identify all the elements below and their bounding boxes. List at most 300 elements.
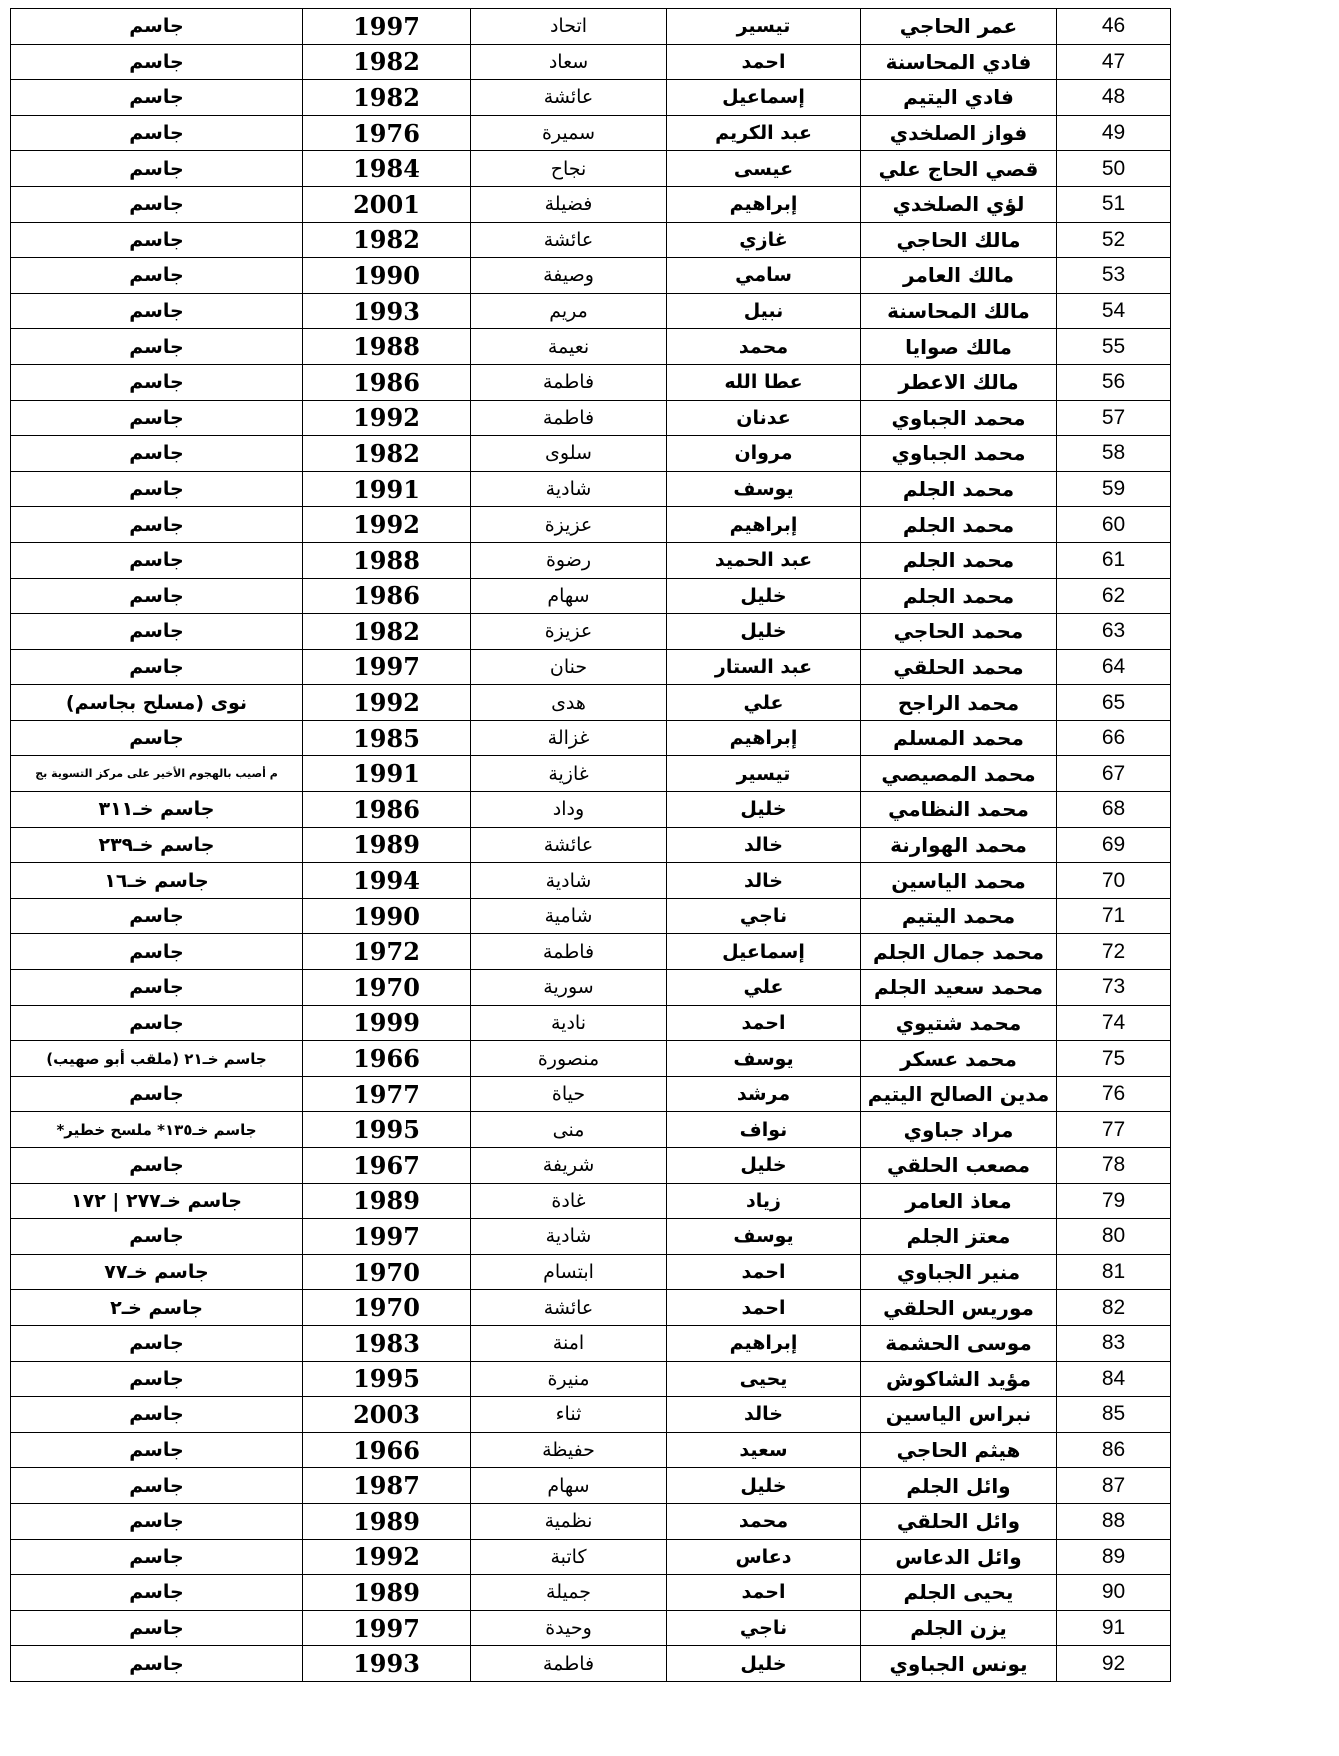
location-note-cell: جاسم bbox=[11, 720, 303, 756]
location-note-cell: جاسم bbox=[11, 934, 303, 970]
full-name-cell: مصعب الحلقي bbox=[861, 1148, 1057, 1184]
location-note-cell: جاسم خـ٧٧ bbox=[11, 1254, 303, 1290]
table-row bbox=[11, 1468, 1171, 1504]
table-row bbox=[11, 258, 1171, 294]
mother-name-cell: ابتسام bbox=[471, 1254, 667, 1290]
full-name-cell: فواز الصلخدي bbox=[861, 115, 1057, 151]
father-name-cell: إبراهيم bbox=[667, 186, 861, 222]
row-number-cell: 69 bbox=[1057, 827, 1171, 863]
row-number-cell: 55 bbox=[1057, 329, 1171, 365]
mother-name-cell: عزيزة bbox=[471, 614, 667, 650]
table-row bbox=[11, 1112, 1171, 1148]
father-name-cell: مرشد bbox=[667, 1076, 861, 1112]
father-name-cell: نواف bbox=[667, 1112, 861, 1148]
row-number-cell: 83 bbox=[1057, 1325, 1171, 1361]
birth-year-cell: 1993 bbox=[303, 1646, 471, 1682]
father-name-cell: محمد bbox=[667, 329, 861, 365]
father-name-cell: إسماعيل bbox=[667, 80, 861, 116]
birth-year-cell: 1982 bbox=[303, 614, 471, 650]
table-row bbox=[11, 151, 1171, 187]
records-table bbox=[10, 8, 1171, 1682]
full-name-cell: معاذ العامر bbox=[861, 1183, 1057, 1219]
full-name-cell: مالك صوايا bbox=[861, 329, 1057, 365]
location-note-cell: جاسم bbox=[11, 1575, 303, 1611]
location-note-cell: جاسم bbox=[11, 9, 303, 45]
location-note-cell: جاسم bbox=[11, 471, 303, 507]
mother-name-cell: عزيزة bbox=[471, 507, 667, 543]
location-note-cell: جاسم bbox=[11, 364, 303, 400]
birth-year-cell: 1997 bbox=[303, 1610, 471, 1646]
mother-name-cell: شادية bbox=[471, 863, 667, 899]
table-row bbox=[11, 1183, 1171, 1219]
father-name-cell: خليل bbox=[667, 1468, 861, 1504]
full-name-cell: فادي المحاسنة bbox=[861, 44, 1057, 80]
full-name-cell: محمد الجلم bbox=[861, 578, 1057, 614]
father-name-cell: علي bbox=[667, 685, 861, 721]
row-number-cell: 78 bbox=[1057, 1148, 1171, 1184]
table-row bbox=[11, 115, 1171, 151]
full-name-cell: محمد عسكر bbox=[861, 1041, 1057, 1077]
birth-year-cell: 1995 bbox=[303, 1361, 471, 1397]
table-row bbox=[11, 364, 1171, 400]
full-name-cell: معتز الجلم bbox=[861, 1219, 1057, 1255]
birth-year-cell: 1991 bbox=[303, 471, 471, 507]
mother-name-cell: اتحاد bbox=[471, 9, 667, 45]
full-name-cell: لؤي الصلخدي bbox=[861, 186, 1057, 222]
location-note-cell: جاسم bbox=[11, 1503, 303, 1539]
mother-name-cell: نادية bbox=[471, 1005, 667, 1041]
father-name-cell: إسماعيل bbox=[667, 934, 861, 970]
full-name-cell: محمد جمال الجلم bbox=[861, 934, 1057, 970]
full-name-cell: مالك المحاسنة bbox=[861, 293, 1057, 329]
birth-year-cell: 1992 bbox=[303, 507, 471, 543]
birth-year-cell: 1993 bbox=[303, 293, 471, 329]
location-note-cell: جاسم bbox=[11, 1076, 303, 1112]
table-row bbox=[11, 1539, 1171, 1575]
table-row bbox=[11, 863, 1171, 899]
father-name-cell: خليل bbox=[667, 578, 861, 614]
row-number-cell: 46 bbox=[1057, 9, 1171, 45]
birth-year-cell: 1970 bbox=[303, 1290, 471, 1326]
mother-name-cell: نجاح bbox=[471, 151, 667, 187]
row-number-cell: 88 bbox=[1057, 1503, 1171, 1539]
location-note-cell: جاسم bbox=[11, 151, 303, 187]
birth-year-cell: 1986 bbox=[303, 364, 471, 400]
table-row bbox=[11, 1254, 1171, 1290]
location-note-cell: جاسم bbox=[11, 1361, 303, 1397]
birth-year-cell: 1992 bbox=[303, 1539, 471, 1575]
full-name-cell: مؤيد الشاكوش bbox=[861, 1361, 1057, 1397]
table-row bbox=[11, 898, 1171, 934]
table-row bbox=[11, 1076, 1171, 1112]
row-number-cell: 53 bbox=[1057, 258, 1171, 294]
table-row bbox=[11, 80, 1171, 116]
father-name-cell: خليل bbox=[667, 792, 861, 828]
full-name-cell: محمد الحاجي bbox=[861, 614, 1057, 650]
father-name-cell: عدنان bbox=[667, 400, 861, 436]
location-note-cell: جاسم bbox=[11, 649, 303, 685]
father-name-cell: احمد bbox=[667, 1575, 861, 1611]
table-row bbox=[11, 1041, 1171, 1077]
birth-year-cell: 1982 bbox=[303, 222, 471, 258]
table-row bbox=[11, 1325, 1171, 1361]
row-number-cell: 52 bbox=[1057, 222, 1171, 258]
row-number-cell: 80 bbox=[1057, 1219, 1171, 1255]
table-row bbox=[11, 756, 1171, 792]
location-note-cell: جاسم خـ٢٧٧ | ١٧٢ bbox=[11, 1183, 303, 1219]
birth-year-cell: 1982 bbox=[303, 80, 471, 116]
full-name-cell: محمد الجلم bbox=[861, 542, 1057, 578]
table-row bbox=[11, 471, 1171, 507]
row-number-cell: 76 bbox=[1057, 1076, 1171, 1112]
mother-name-cell: حنان bbox=[471, 649, 667, 685]
location-note-cell: جاسم bbox=[11, 578, 303, 614]
table-row bbox=[11, 792, 1171, 828]
full-name-cell: منير الجباوي bbox=[861, 1254, 1057, 1290]
table-row bbox=[11, 1575, 1171, 1611]
father-name-cell: احمد bbox=[667, 1254, 861, 1290]
row-number-cell: 59 bbox=[1057, 471, 1171, 507]
birth-year-cell: 1991 bbox=[303, 756, 471, 792]
row-number-cell: 60 bbox=[1057, 507, 1171, 543]
full-name-cell: موريس الحلقي bbox=[861, 1290, 1057, 1326]
row-number-cell: 51 bbox=[1057, 186, 1171, 222]
row-number-cell: 79 bbox=[1057, 1183, 1171, 1219]
table-row bbox=[11, 436, 1171, 472]
location-note-cell: جاسم bbox=[11, 222, 303, 258]
father-name-cell: عيسى bbox=[667, 151, 861, 187]
table-row bbox=[11, 720, 1171, 756]
birth-year-cell: 1989 bbox=[303, 1183, 471, 1219]
row-number-cell: 74 bbox=[1057, 1005, 1171, 1041]
row-number-cell: 67 bbox=[1057, 756, 1171, 792]
table-row bbox=[11, 1290, 1171, 1326]
father-name-cell: يوسف bbox=[667, 1219, 861, 1255]
full-name-cell: وائل الحلقي bbox=[861, 1503, 1057, 1539]
birth-year-cell: 1988 bbox=[303, 542, 471, 578]
mother-name-cell: فاطمة bbox=[471, 1646, 667, 1682]
row-number-cell: 49 bbox=[1057, 115, 1171, 151]
full-name-cell: يحيى الجلم bbox=[861, 1575, 1057, 1611]
birth-year-cell: 1997 bbox=[303, 1219, 471, 1255]
location-note-cell: جاسم bbox=[11, 1219, 303, 1255]
full-name-cell: محمد النظامي bbox=[861, 792, 1057, 828]
table-row bbox=[11, 507, 1171, 543]
location-note-cell: جاسم bbox=[11, 186, 303, 222]
row-number-cell: 47 bbox=[1057, 44, 1171, 80]
birth-year-cell: 1987 bbox=[303, 1468, 471, 1504]
location-note-cell: جاسم bbox=[11, 44, 303, 80]
location-note-cell: جاسم خـ٢ bbox=[11, 1290, 303, 1326]
mother-name-cell: شادية bbox=[471, 1219, 667, 1255]
father-name-cell: إبراهيم bbox=[667, 507, 861, 543]
full-name-cell: وائل الجلم bbox=[861, 1468, 1057, 1504]
location-note-cell: جاسم bbox=[11, 258, 303, 294]
birth-year-cell: 1983 bbox=[303, 1325, 471, 1361]
mother-name-cell: عائشة bbox=[471, 1290, 667, 1326]
table-row bbox=[11, 222, 1171, 258]
birth-year-cell: 1999 bbox=[303, 1005, 471, 1041]
full-name-cell: محمد الجلم bbox=[861, 471, 1057, 507]
table-row bbox=[11, 329, 1171, 365]
father-name-cell: تيسير bbox=[667, 9, 861, 45]
birth-year-cell: 1982 bbox=[303, 44, 471, 80]
father-name-cell: إبراهيم bbox=[667, 720, 861, 756]
full-name-cell: يونس الجباوي bbox=[861, 1646, 1057, 1682]
row-number-cell: 73 bbox=[1057, 970, 1171, 1006]
table-row bbox=[11, 1503, 1171, 1539]
mother-name-cell: وصيفة bbox=[471, 258, 667, 294]
father-name-cell: احمد bbox=[667, 1290, 861, 1326]
location-note-cell: جاسم bbox=[11, 1610, 303, 1646]
father-name-cell: مروان bbox=[667, 436, 861, 472]
full-name-cell: محمد الجباوي bbox=[861, 400, 1057, 436]
table-row bbox=[11, 685, 1171, 721]
row-number-cell: 77 bbox=[1057, 1112, 1171, 1148]
birth-year-cell: 1988 bbox=[303, 329, 471, 365]
full-name-cell: عمر الحاجي bbox=[861, 9, 1057, 45]
birth-year-cell: 1989 bbox=[303, 1575, 471, 1611]
location-note-cell: جاسم bbox=[11, 1148, 303, 1184]
row-number-cell: 71 bbox=[1057, 898, 1171, 934]
birth-year-cell: 1989 bbox=[303, 1503, 471, 1539]
location-note-cell: جاسم bbox=[11, 898, 303, 934]
table-row bbox=[11, 970, 1171, 1006]
birth-year-cell: 1972 bbox=[303, 934, 471, 970]
location-note-cell: جاسم bbox=[11, 115, 303, 151]
records-table-body bbox=[11, 9, 1171, 1682]
row-number-cell: 72 bbox=[1057, 934, 1171, 970]
mother-name-cell: نعيمة bbox=[471, 329, 667, 365]
full-name-cell: هيثم الحاجي bbox=[861, 1432, 1057, 1468]
full-name-cell: محمد اليتيم bbox=[861, 898, 1057, 934]
birth-year-cell: 1986 bbox=[303, 792, 471, 828]
father-name-cell: زياد bbox=[667, 1183, 861, 1219]
full-name-cell: مراد جباوي bbox=[861, 1112, 1057, 1148]
mother-name-cell: غازية bbox=[471, 756, 667, 792]
table-row bbox=[11, 400, 1171, 436]
birth-year-cell: 1994 bbox=[303, 863, 471, 899]
row-number-cell: 63 bbox=[1057, 614, 1171, 650]
location-note-cell: جاسم bbox=[11, 542, 303, 578]
father-name-cell: عطا الله bbox=[667, 364, 861, 400]
row-number-cell: 68 bbox=[1057, 792, 1171, 828]
mother-name-cell: عائشة bbox=[471, 80, 667, 116]
full-name-cell: مالك الحاجي bbox=[861, 222, 1057, 258]
mother-name-cell: وداد bbox=[471, 792, 667, 828]
birth-year-cell: 1997 bbox=[303, 649, 471, 685]
mother-name-cell: سلوى bbox=[471, 436, 667, 472]
mother-name-cell: منى bbox=[471, 1112, 667, 1148]
birth-year-cell: 1985 bbox=[303, 720, 471, 756]
father-name-cell: خالد bbox=[667, 863, 861, 899]
mother-name-cell: نظمية bbox=[471, 1503, 667, 1539]
row-number-cell: 81 bbox=[1057, 1254, 1171, 1290]
birth-year-cell: 1970 bbox=[303, 1254, 471, 1290]
location-note-cell: جاسم خـ٣١١ bbox=[11, 792, 303, 828]
mother-name-cell: كاتبة bbox=[471, 1539, 667, 1575]
location-note-cell: جاسم خـ١٣٥* ملسح خطير* bbox=[11, 1112, 303, 1148]
mother-name-cell: سعاد bbox=[471, 44, 667, 80]
table-row bbox=[11, 934, 1171, 970]
location-note-cell: نوى (مسلح بجاسم) bbox=[11, 685, 303, 721]
row-number-cell: 58 bbox=[1057, 436, 1171, 472]
full-name-cell: وائل الدعاس bbox=[861, 1539, 1057, 1575]
row-number-cell: 92 bbox=[1057, 1646, 1171, 1682]
mother-name-cell: منيرة bbox=[471, 1361, 667, 1397]
birth-year-cell: 1995 bbox=[303, 1112, 471, 1148]
full-name-cell: مدين الصالح اليتيم bbox=[861, 1076, 1057, 1112]
mother-name-cell: سهام bbox=[471, 1468, 667, 1504]
mother-name-cell: امنة bbox=[471, 1325, 667, 1361]
row-number-cell: 61 bbox=[1057, 542, 1171, 578]
mother-name-cell: فاطمة bbox=[471, 400, 667, 436]
table-row bbox=[11, 1148, 1171, 1184]
full-name-cell: محمد سعيد الجلم bbox=[861, 970, 1057, 1006]
full-name-cell: محمد الهوارنة bbox=[861, 827, 1057, 863]
father-name-cell: دعاس bbox=[667, 1539, 861, 1575]
location-note-cell: جاسم bbox=[11, 436, 303, 472]
row-number-cell: 57 bbox=[1057, 400, 1171, 436]
table-row bbox=[11, 1361, 1171, 1397]
location-note-cell: جاسم خـ١٦ bbox=[11, 863, 303, 899]
father-name-cell: خليل bbox=[667, 1148, 861, 1184]
mother-name-cell: هدى bbox=[471, 685, 667, 721]
table-row bbox=[11, 649, 1171, 685]
father-name-cell: نبيل bbox=[667, 293, 861, 329]
mother-name-cell: حياة bbox=[471, 1076, 667, 1112]
table-row bbox=[11, 44, 1171, 80]
row-number-cell: 82 bbox=[1057, 1290, 1171, 1326]
mother-name-cell: سهام bbox=[471, 578, 667, 614]
table-row bbox=[11, 9, 1171, 45]
mother-name-cell: فاطمة bbox=[471, 934, 667, 970]
mother-name-cell: سورية bbox=[471, 970, 667, 1006]
birth-year-cell: 1976 bbox=[303, 115, 471, 151]
full-name-cell: محمد الجباوي bbox=[861, 436, 1057, 472]
row-number-cell: 50 bbox=[1057, 151, 1171, 187]
table-row bbox=[11, 1610, 1171, 1646]
location-note-cell: جاسم bbox=[11, 293, 303, 329]
location-note-cell: جاسم bbox=[11, 507, 303, 543]
mother-name-cell: عائشة bbox=[471, 827, 667, 863]
birth-year-cell: 1992 bbox=[303, 685, 471, 721]
location-note-cell: جاسم bbox=[11, 1539, 303, 1575]
location-note-cell: جاسم bbox=[11, 400, 303, 436]
row-number-cell: 85 bbox=[1057, 1397, 1171, 1433]
mother-name-cell: فضيلة bbox=[471, 186, 667, 222]
mother-name-cell: شريفة bbox=[471, 1148, 667, 1184]
row-number-cell: 48 bbox=[1057, 80, 1171, 116]
row-number-cell: 91 bbox=[1057, 1610, 1171, 1646]
father-name-cell: يحيى bbox=[667, 1361, 861, 1397]
father-name-cell: سامي bbox=[667, 258, 861, 294]
location-note-cell: جاسم خـ٢٣٩ bbox=[11, 827, 303, 863]
location-note-cell: جاسم bbox=[11, 329, 303, 365]
location-note-cell: جاسم bbox=[11, 1397, 303, 1433]
father-name-cell: خالد bbox=[667, 827, 861, 863]
father-name-cell: ناجي bbox=[667, 898, 861, 934]
mother-name-cell: فاطمة bbox=[471, 364, 667, 400]
birth-year-cell: 1986 bbox=[303, 578, 471, 614]
location-note-cell: جاسم bbox=[11, 1325, 303, 1361]
birth-year-cell: 1992 bbox=[303, 400, 471, 436]
row-number-cell: 86 bbox=[1057, 1432, 1171, 1468]
father-name-cell: سعيد bbox=[667, 1432, 861, 1468]
table-row bbox=[11, 1219, 1171, 1255]
father-name-cell: خليل bbox=[667, 614, 861, 650]
father-name-cell: خالد bbox=[667, 1397, 861, 1433]
full-name-cell: مالك العامر bbox=[861, 258, 1057, 294]
row-number-cell: 75 bbox=[1057, 1041, 1171, 1077]
full-name-cell: محمد الياسين bbox=[861, 863, 1057, 899]
table-row bbox=[11, 542, 1171, 578]
row-number-cell: 56 bbox=[1057, 364, 1171, 400]
table-row bbox=[11, 827, 1171, 863]
mother-name-cell: شامية bbox=[471, 898, 667, 934]
birth-year-cell: 1966 bbox=[303, 1432, 471, 1468]
father-name-cell: غازي bbox=[667, 222, 861, 258]
birth-year-cell: 1982 bbox=[303, 436, 471, 472]
mother-name-cell: ثناء bbox=[471, 1397, 667, 1433]
mother-name-cell: وحيدة bbox=[471, 1610, 667, 1646]
birth-year-cell: 1967 bbox=[303, 1148, 471, 1184]
location-note-cell: م أصيب بالهجوم الأخير على مركز التسوية بج bbox=[11, 756, 303, 792]
birth-year-cell: 1989 bbox=[303, 827, 471, 863]
mother-name-cell: منصورة bbox=[471, 1041, 667, 1077]
father-name-cell: عبد الكريم bbox=[667, 115, 861, 151]
table-row bbox=[11, 1397, 1171, 1433]
mother-name-cell: مريم bbox=[471, 293, 667, 329]
row-number-cell: 70 bbox=[1057, 863, 1171, 899]
father-name-cell: تيسير bbox=[667, 756, 861, 792]
table-row bbox=[11, 293, 1171, 329]
location-note-cell: جاسم bbox=[11, 1468, 303, 1504]
row-number-cell: 90 bbox=[1057, 1575, 1171, 1611]
full-name-cell: يزن الجلم bbox=[861, 1610, 1057, 1646]
full-name-cell: مالك الاعطر bbox=[861, 364, 1057, 400]
mother-name-cell: غادة bbox=[471, 1183, 667, 1219]
birth-year-cell: 1966 bbox=[303, 1041, 471, 1077]
father-name-cell: يوسف bbox=[667, 471, 861, 507]
row-number-cell: 84 bbox=[1057, 1361, 1171, 1397]
father-name-cell: عبد الستار bbox=[667, 649, 861, 685]
father-name-cell: عبد الحميد bbox=[667, 542, 861, 578]
mother-name-cell: رضوة bbox=[471, 542, 667, 578]
row-number-cell: 87 bbox=[1057, 1468, 1171, 1504]
father-name-cell: خليل bbox=[667, 1646, 861, 1682]
full-name-cell: محمد الراجح bbox=[861, 685, 1057, 721]
location-note-cell: جاسم bbox=[11, 80, 303, 116]
table-row bbox=[11, 614, 1171, 650]
father-name-cell: احمد bbox=[667, 1005, 861, 1041]
mother-name-cell: سميرة bbox=[471, 115, 667, 151]
location-note-cell: جاسم bbox=[11, 1646, 303, 1682]
birth-year-cell: 2001 bbox=[303, 186, 471, 222]
mother-name-cell: غزالة bbox=[471, 720, 667, 756]
mother-name-cell: عائشة bbox=[471, 222, 667, 258]
full-name-cell: محمد الجلم bbox=[861, 507, 1057, 543]
row-number-cell: 66 bbox=[1057, 720, 1171, 756]
birth-year-cell: 1990 bbox=[303, 258, 471, 294]
full-name-cell: موسى الحشمة bbox=[861, 1325, 1057, 1361]
table-row bbox=[11, 1432, 1171, 1468]
mother-name-cell: حفيظة bbox=[471, 1432, 667, 1468]
birth-year-cell: 1970 bbox=[303, 970, 471, 1006]
row-number-cell: 65 bbox=[1057, 685, 1171, 721]
table-row bbox=[11, 186, 1171, 222]
table-row bbox=[11, 1005, 1171, 1041]
